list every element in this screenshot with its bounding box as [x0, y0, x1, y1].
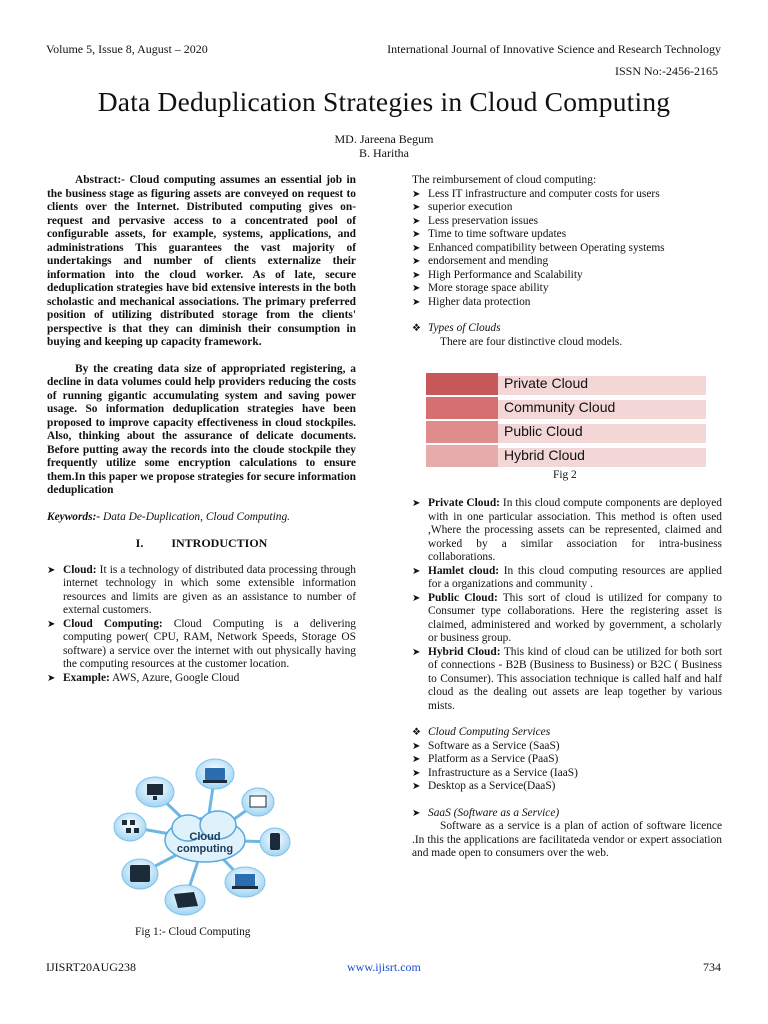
laptop-base-icon [203, 780, 227, 783]
list-item: ➤ More storage space ability [412, 282, 549, 294]
model-private-cloud: ➤ Private Cloud: In this cloud compute components are deployed with in one particular association. This method is often used ,Where the processing assets can be represented, claimed and worked by a similar association for intra-business collaborations. [412, 497, 722, 563]
list-item: ➤ Enhanced compatibility between Operating systems [412, 241, 665, 254]
list-item: ➤ Desktop as a Service(DaaS) [412, 780, 556, 792]
arrow-bullet-icon: ➤ [412, 188, 421, 200]
bar-label: Community Cloud [504, 399, 616, 415]
laptop-2-icon [174, 892, 198, 908]
issn: ISSN No:-2456-2165 [614, 64, 718, 78]
list-item: ➤ Platform as a Service (PaaS) [412, 753, 559, 765]
arrow-bullet-icon: ➤ [412, 269, 421, 281]
cloud-label-1: Cloud [189, 831, 221, 843]
bar-label: Hybrid Cloud [504, 447, 585, 463]
section-heading-introduction [47, 537, 356, 551]
author-2: B. Haritha [359, 146, 409, 160]
arrow-bullet-icon: ➤ [47, 618, 56, 630]
page-title: Data Deduplication Strategies in Cloud Computing [97, 86, 671, 117]
list-item: ➤ Less IT infrastructure and computer costs for users [412, 187, 660, 200]
monitor-icon [147, 784, 163, 795]
arrow-bullet-icon: ➤ [412, 807, 421, 819]
bar-chip [426, 397, 498, 419]
author-1: MD. Jareena Begum [334, 132, 434, 146]
fig1-caption: Fig 1:- Cloud Computing [135, 926, 251, 938]
journal-name: International Journal of Innovative Science and Research Technology [387, 42, 721, 56]
monitor-stand-icon [153, 796, 157, 800]
arrow-bullet-icon: ➤ [412, 242, 421, 254]
list-item: ➤ superior execution [412, 201, 513, 213]
intro-item-cloud-computing: ➤ Cloud Computing: Cloud Computing is a delivering computing power( CPU, RAM, Network Speeds, Storage OS software) a service over the internet with out physically having the computing resources at the customer location. [47, 617, 357, 670]
bar-label: Public Cloud [504, 423, 583, 439]
arrow-bullet-icon: ➤ [412, 256, 421, 267]
keywords [47, 511, 356, 525]
arrow-bullet-icon: ➤ [412, 296, 421, 308]
model-hamlet-cloud: ➤ Hamlet cloud: In this cloud computing resources are applied for a organizations and community . [412, 564, 722, 590]
list-item: ➤ Software as a Service (SaaS) [412, 739, 560, 752]
arrow-bullet-icon: ➤ [412, 740, 421, 752]
desktop-icon [235, 874, 255, 886]
bar-label: Private Cloud [504, 375, 589, 391]
fig2-bar-public [426, 421, 706, 443]
right-column-lower [412, 497, 722, 861]
fig2-bar-private [426, 373, 706, 395]
fig2-bar-community [426, 397, 706, 419]
model-public-cloud: ➤ Public Cloud: This sort of cloud is utilized for company to Consumer type collaborations. Here the registering asset is claimed, administered and worked by government, a scholarly or business group. [412, 591, 722, 644]
keywords-label: Keywords:- [47, 510, 101, 523]
laptop-icon [205, 768, 225, 780]
cloud-label-2: computing [176, 843, 234, 855]
arrow-bullet-icon: ➤ [412, 215, 421, 227]
arrow-bullet-icon: ➤ [412, 283, 421, 294]
types-text: There are four distinctive cloud models. [440, 335, 623, 348]
list-item: ➤ Less preservation issues [412, 214, 539, 227]
reimbursement-list [412, 188, 722, 310]
arrow-bullet-icon: ➤ [412, 565, 421, 577]
list-item: ➤ Infrastructure as a Service (IaaS) [412, 766, 578, 779]
arrow-bullet-icon: ➤ [412, 229, 421, 240]
tablet-icon [130, 865, 150, 882]
intro-item-example: ➤ Example: AWS, Azure, Google Cloud [47, 671, 240, 684]
arrow-bullet-icon: ➤ [47, 672, 56, 684]
mail-icon [250, 796, 266, 807]
arrow-bullet-icon: ➤ [412, 754, 421, 765]
arrow-bullet-icon: ➤ [412, 592, 421, 604]
intro-item-cloud: ➤ Cloud: It is a technology of distributed data processing through internet technology in which some extensible information resources and limits are given as an assistance to number of external customers. [47, 563, 356, 616]
fig2-caption: Fig 2 [553, 469, 577, 481]
left-column [47, 174, 356, 685]
network-icon [122, 820, 127, 825]
section-title: INTRODUCTION [171, 536, 268, 550]
abstract-paragraph-2: By the creating data size of appropriated registering, a decline in data volumes could help providers reducing the costs of running gigantic accumulating system and saving power usage. So information deduplication strategies have been proposed to improve capacity effectiveness in cloud stockpiles. Also, thinking about the assurance of delicate documents. Before putting away the records into the cloude stockpile they frequently utilize some encryption calculations to ensure them.In this paper we propose strategies for secure information deduplication [47, 362, 356, 496]
arrow-bullet-icon: ➤ [412, 767, 421, 779]
list-item: ➤ High Performance and Scalability [412, 268, 583, 281]
section-number: I. [135, 536, 144, 550]
arrow-bullet-icon: ➤ [412, 202, 421, 213]
footer-paper-id: IJISRT20AUG238 [46, 960, 136, 974]
list-item: ➤ Time to time software updates [412, 228, 567, 240]
services-heading: ❖ Cloud Computing Services [412, 726, 551, 738]
arrow-bullet-icon: ➤ [412, 646, 421, 658]
volume-info: Volume 5, Issue 8, August – 2020 [46, 42, 208, 56]
fig2-bar-hybrid [426, 445, 706, 467]
list-item: ➤ endorsement and mending [412, 255, 549, 267]
reimbursement-intro: The reimbursement of cloud computing: [412, 174, 597, 186]
arrow-bullet-icon: ➤ [47, 564, 56, 576]
footer-page-number: 734 [703, 960, 721, 974]
saas-heading: ➤ SaaS (Software as a Service) [412, 806, 560, 819]
phone-icon [270, 833, 280, 850]
cloud-computing-figure [110, 752, 300, 922]
model-hybrid-cloud: ➤ Hybrid Cloud: This kind of cloud can be utilized for both sort of connections - B2B (Business to Business) or B2C ( Business to Consumer). This association technique is called half and half cloud as the dealing out assets are leap together by various mists. [412, 645, 723, 712]
types-heading: ❖ Types of Clouds [412, 322, 501, 334]
keywords-text: Data De-Duplication, Cloud Computing. [100, 510, 290, 523]
list-item: ➤ Higher data protection [412, 295, 531, 308]
right-column [412, 174, 722, 349]
bar-chip [426, 373, 498, 395]
bar-chip [426, 445, 498, 467]
saas-text: Software as a service is a plan of action of software licence .In this the applications are facilitateda vendor or expert association and made open to consumers over the web. [412, 820, 722, 859]
arrow-bullet-icon: ➤ [412, 781, 421, 792]
diamond-bullet-icon: ❖ [412, 323, 421, 334]
abstract-paragraph-1: Abstract:- Cloud computing assumes an essential job in the business stage as figuring assets are conveyed on request to clients over the Internet. Distributed computing gives on-request and pervasive access to a concentrated pool of configurable assets, for example, systems, applications, and administrations This guarantees the vast majority of undertakings and number of clients externalize their information into the cloud worker. As of late, secure deduplication strategies have bid extensive interests in the both scholastic and mechanical associations. The primary preferred position of utilizing distributed storage from the clients' perspective is that they can diminish their consumption in buying and keeping up capacity framework. [47, 174, 356, 348]
services-list [412, 740, 722, 794]
diamond-bullet-icon: ❖ [412, 727, 421, 738]
footer-link[interactable]: www.ijisrt.com [347, 960, 421, 974]
bar-chip [426, 421, 498, 443]
arrow-bullet-icon: ➤ [412, 498, 421, 509]
